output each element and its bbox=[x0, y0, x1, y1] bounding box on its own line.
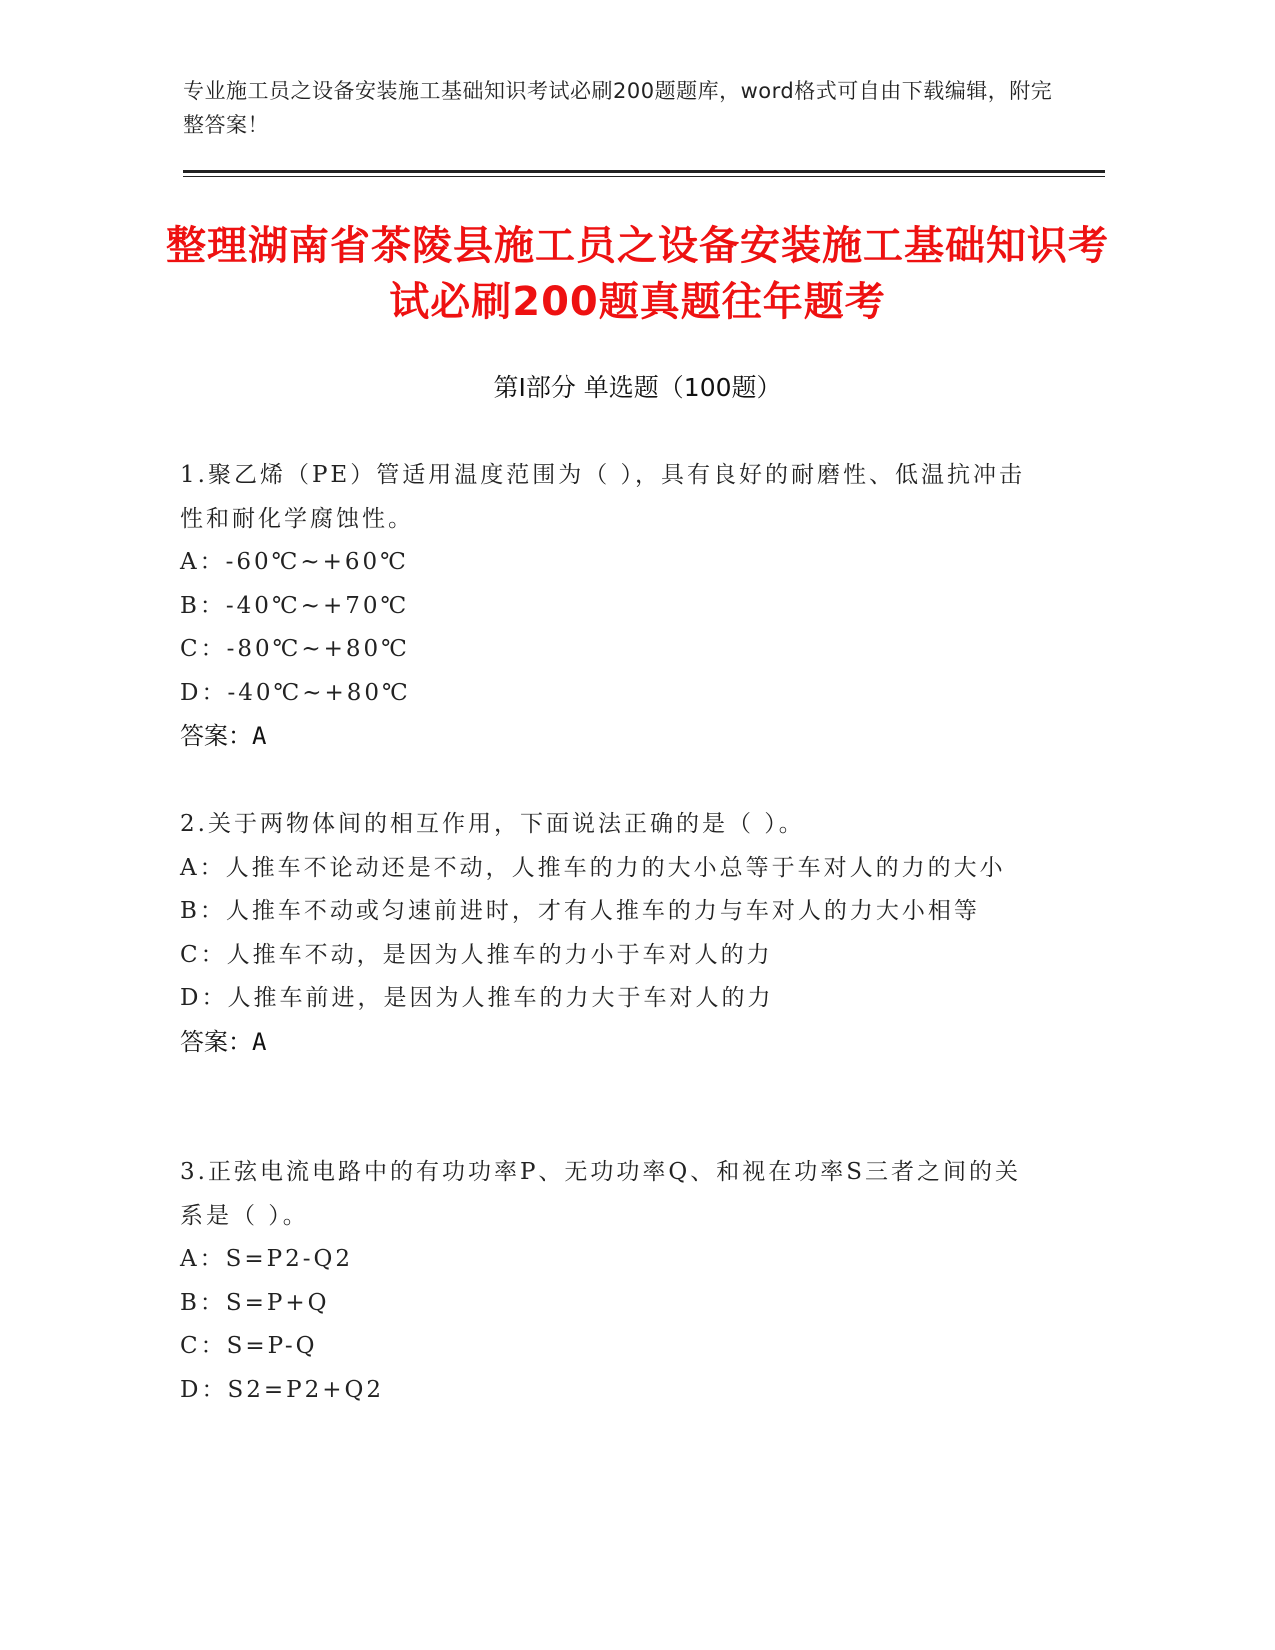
question-stem: 3.正弦电流电路中的有功功率P、无功功率Q、和视在功率S三者之间的关系是（ ）。 bbox=[180, 1159, 1022, 1229]
option-d: D：-40℃~+80℃ bbox=[180, 679, 411, 706]
option-a: A：-60℃~+60℃ bbox=[180, 549, 409, 575]
option-a: A：S=P2-Q2 bbox=[180, 1246, 354, 1272]
option-b: B：S=P+Q bbox=[180, 1289, 330, 1316]
option-c: C：-80℃~+80℃ bbox=[180, 636, 410, 662]
answer-line bbox=[180, 715, 1040, 759]
option-d: D：人推车前进，是因为人推车的力大于车对人的力 bbox=[180, 985, 774, 1011]
option-c: C：S=P-Q bbox=[180, 1333, 318, 1359]
option-b: B：-40℃~+70℃ bbox=[180, 592, 410, 619]
answer-value: A bbox=[252, 722, 267, 750]
answer-label: 答案： bbox=[180, 722, 252, 750]
option-c: C：人推车不动，是因为人推车的力小于车对人的力 bbox=[180, 941, 773, 968]
question-2 bbox=[180, 803, 1040, 1064]
header-rule-thick bbox=[183, 170, 1105, 173]
question-3 bbox=[180, 1151, 1040, 1412]
answer-line bbox=[180, 1021, 1040, 1065]
question-stem: 2.关于两物体间的相互作用，下面说法正确的是（ ）。 bbox=[180, 811, 805, 837]
document-title: 整理湖南省茶陵县施工员之设备安装施工基础知识考试必刷200题真题往年题考 bbox=[166, 223, 1109, 325]
answer-value: A bbox=[252, 1027, 267, 1056]
answer-label: 答案： bbox=[180, 1027, 252, 1056]
option-a: A：人推车不论动还是不动，人推车的力的大小总等于车对人的力的大小 bbox=[180, 854, 1006, 881]
question-1 bbox=[180, 454, 1040, 759]
section-heading: 第Ⅰ部分 单选题（100题） bbox=[493, 373, 782, 402]
header-rule-thin bbox=[183, 176, 1105, 177]
header-note: 专业施工员之设备安装施工基础知识考试必刷200题题库，word格式可自由下载编辑，附完整答案！ bbox=[183, 79, 1053, 137]
option-d: D：S2=P2+Q2 bbox=[180, 1376, 384, 1403]
question-stem: 1.聚乙烯（PE）管适用温度范围为（ ），具有良好的耐磨性、低温抗冲击性和耐化学腐蚀性。 bbox=[180, 462, 1026, 532]
option-b: B：人推车不动或匀速前进时，才有人推车的力与车对人的力大小相等 bbox=[180, 898, 980, 924]
